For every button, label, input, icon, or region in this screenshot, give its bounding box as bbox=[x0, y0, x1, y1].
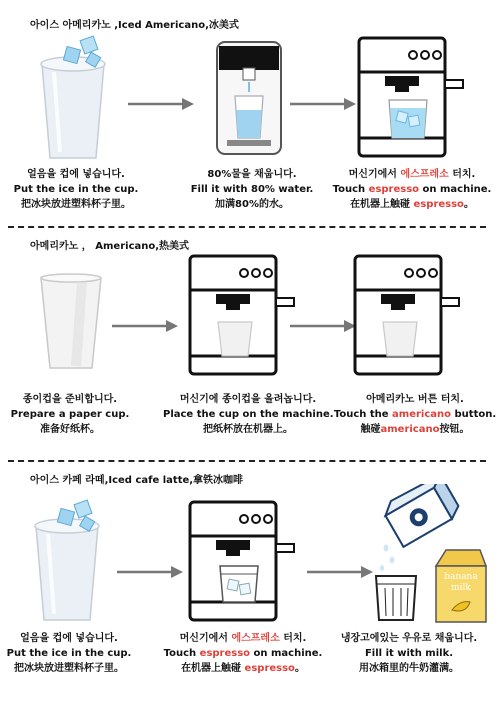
milk-pouring-icon bbox=[370, 484, 490, 624]
step-english: Fill it with milk. bbox=[364, 648, 454, 659]
step-prepare-cup bbox=[0, 392, 155, 437]
section-title-iced-americano: 아이스 아메리카노 ,Iced Americano,冰美式 bbox=[30, 20, 239, 31]
step-chinese: 把纸杯放在机器上。 bbox=[203, 424, 293, 435]
section-divider bbox=[8, 460, 486, 462]
step-english: Fill it with 80% water. bbox=[190, 184, 314, 195]
step-chinese: 在机器上触碰 espresso。 bbox=[181, 663, 305, 674]
arrow-right-icon bbox=[117, 566, 183, 578]
step-english: Touch the americano button. bbox=[333, 409, 497, 420]
step-korean: 종이컵을 준비합니다. bbox=[22, 394, 118, 405]
step-chinese: 在机器上触碰 espresso。 bbox=[350, 199, 474, 210]
ice-cup-icon bbox=[38, 32, 108, 162]
step-korean: 80%물을 채웁니다. bbox=[207, 169, 297, 180]
arrow-right-icon bbox=[128, 98, 194, 110]
step-korean: 냉장고에있는 우유로 채웁니다. bbox=[340, 633, 478, 644]
highlight-text: espresso bbox=[413, 199, 464, 210]
step-chinese: 把冰块放进塑料杯子里。 bbox=[14, 663, 124, 674]
ice-cup-icon bbox=[32, 494, 102, 624]
step-english: Place the cup on the machine. bbox=[163, 409, 334, 420]
arrow-right-icon bbox=[290, 320, 356, 332]
arrow-right-icon bbox=[307, 566, 373, 578]
espresso-machine-icon bbox=[186, 498, 298, 624]
highlight-text: 에스프레소 bbox=[231, 633, 280, 644]
step-korean: 머신기에 종이컵을 올려놉니다. bbox=[179, 394, 317, 405]
highlight-text: 에스프레소 bbox=[400, 169, 449, 180]
step-fill-milk bbox=[324, 631, 494, 676]
espresso-machine-icon bbox=[186, 252, 298, 378]
step-chinese: 触碰americano按钮。 bbox=[360, 424, 470, 435]
step-english: Put the ice in the cup. bbox=[6, 648, 132, 659]
milk-carton-label: banana milk bbox=[444, 572, 478, 593]
step-korean: 얼음을 컵에 넣습니다. bbox=[27, 169, 125, 180]
step-touch-espresso bbox=[327, 167, 497, 212]
step-add-ice bbox=[0, 631, 154, 676]
highlight-text: americano bbox=[380, 424, 440, 435]
step-chinese: 加满80%的水。 bbox=[215, 199, 289, 210]
espresso-machine-icon bbox=[355, 34, 467, 160]
step-chinese: 用冰箱里的牛奶灌满。 bbox=[359, 663, 459, 674]
step-touch-espresso bbox=[158, 631, 328, 676]
highlight-text: espresso bbox=[199, 648, 251, 659]
arrow-right-icon bbox=[290, 98, 356, 110]
step-english: Touch espresso on machine. bbox=[332, 184, 492, 195]
paper-cup-icon bbox=[38, 272, 104, 372]
step-korean: 머신기에서 에스프레소 터치. bbox=[348, 169, 476, 180]
section-title-iced-latte: 아이스 카페 라떼,Iced cafe latte,拿铁冰咖啡 bbox=[30, 475, 244, 486]
step-korean: 아메리카노 버튼 터치. bbox=[366, 394, 464, 405]
step-add-ice bbox=[0, 167, 161, 212]
highlight-text: espresso bbox=[244, 663, 295, 674]
step-english: Prepare a paper cup. bbox=[10, 409, 130, 420]
section-title-americano: 아메리카노 ， Americano,热美式 bbox=[30, 241, 190, 252]
espresso-machine-icon bbox=[351, 252, 463, 378]
step-english: Put the ice in the cup. bbox=[13, 184, 139, 195]
section-divider bbox=[8, 226, 486, 228]
step-korean: 얼음을 컵에 넣습니다. bbox=[20, 633, 118, 644]
step-touch-americano bbox=[330, 392, 500, 437]
step-korean: 머신기에서 에스프레소 터치. bbox=[179, 633, 307, 644]
highlight-text: espresso bbox=[368, 184, 420, 195]
step-place-cup bbox=[163, 392, 333, 437]
step-chinese: 把冰块放进塑料杯子里。 bbox=[21, 199, 131, 210]
arrow-right-icon bbox=[112, 320, 178, 332]
water-dispenser-icon bbox=[213, 38, 285, 156]
step-fill-water bbox=[167, 167, 337, 212]
step-english: Touch espresso on machine. bbox=[163, 648, 323, 659]
step-chinese: 准备好纸杯。 bbox=[40, 424, 100, 435]
highlight-text: americano bbox=[392, 409, 452, 420]
